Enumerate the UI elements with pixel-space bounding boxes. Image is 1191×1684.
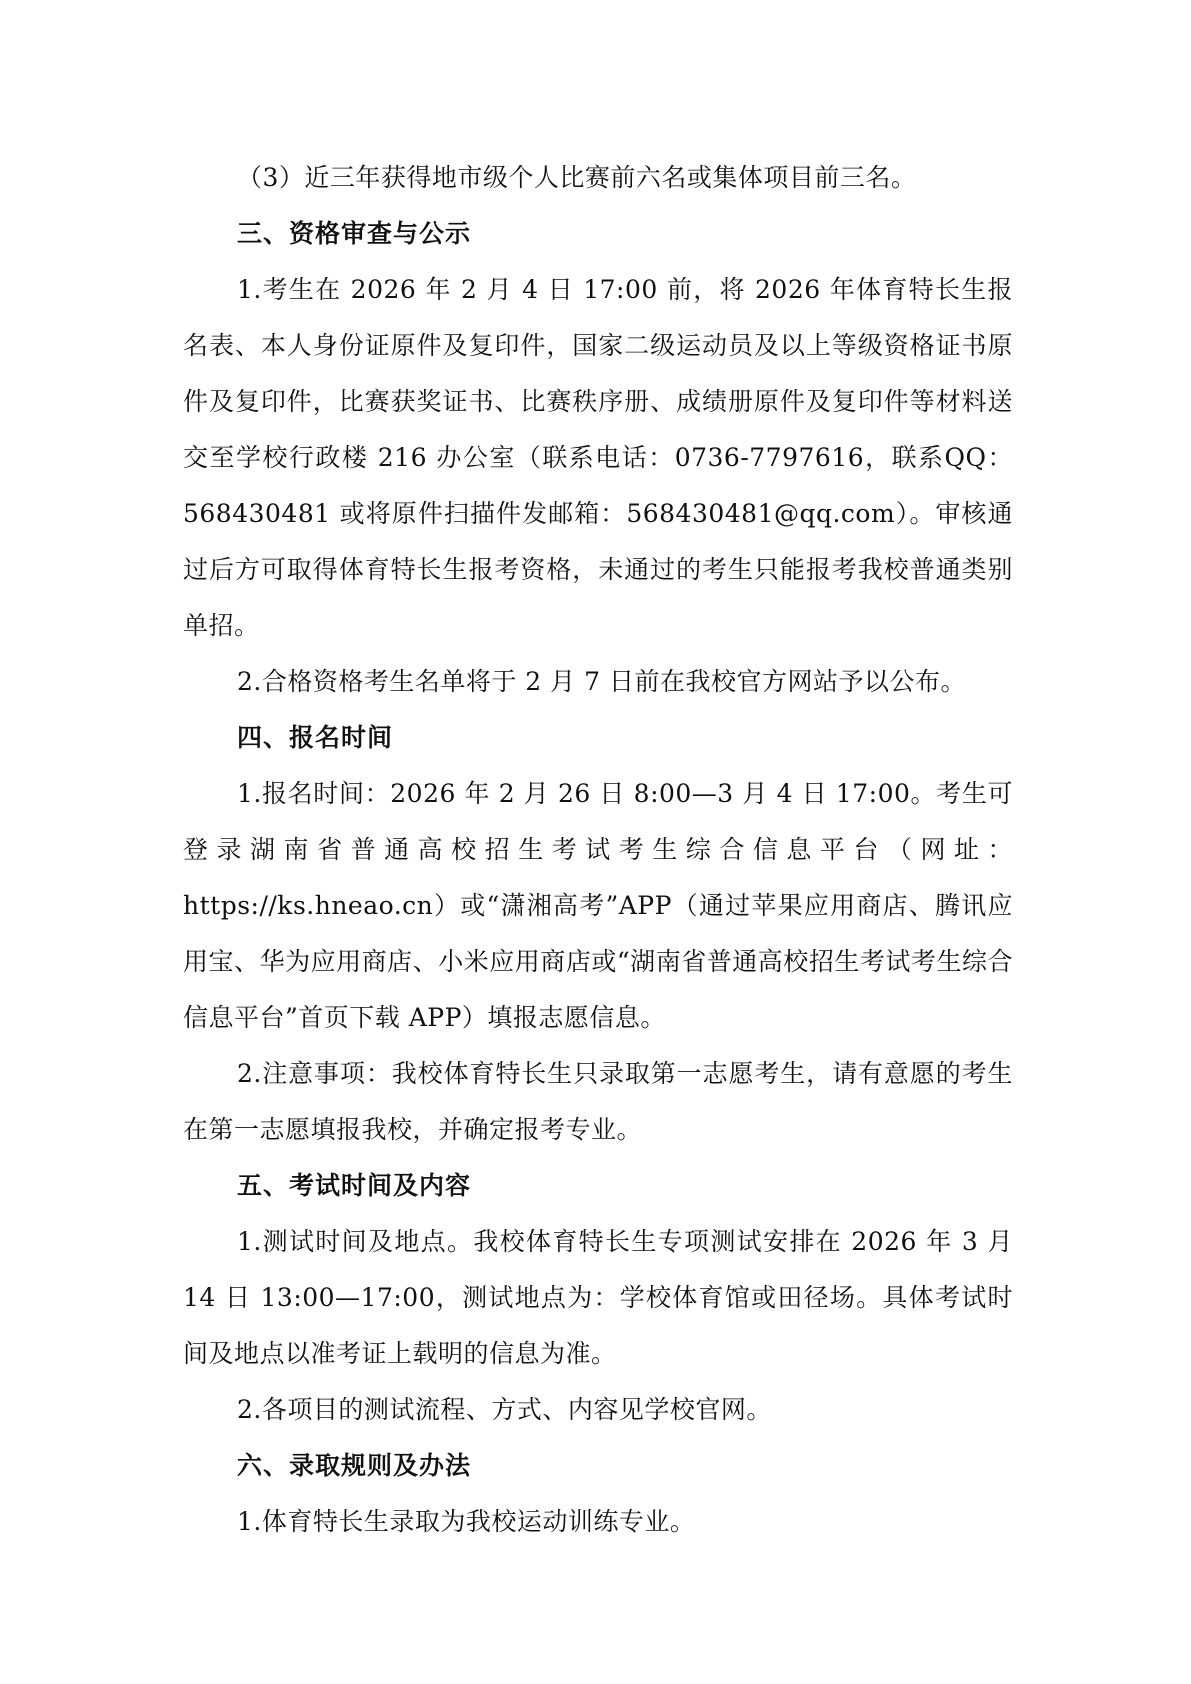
paragraph-test-time-location: 1.测试时间及地点。我校体育特长生专项测试安排在 2026 年 3 月 14 日 13:00—17:00，测试地点为：学校体育馆或田径场。具体考试时间及地点以准考证上载明的信息为准。: [183, 1227, 1013, 1368]
paragraph-admission-major: 1.体育特长生录取为我校运动训练专业。: [237, 1507, 696, 1536]
paragraph-list-publication: 2.合格资格考生名单将于 2 月 7 日前在我校官方网站予以公布。: [237, 667, 966, 696]
document-body: [183, 150, 1013, 1550]
section-heading-exam-time-content: 五、考试时间及内容: [237, 1171, 472, 1200]
paragraph-registration-period: 1.报名时间：2026 年 2 月 26 日 8:00—3 月 4 日 17:00。考生可登录湖南省普通高校招生考试考生综合信息平台（网址：https://ks.hneao.cn）或“潇湘高考”APP（通过苹果应用商店、腾讯应用宝、华为应用商店、小米应用商店或“湖南省普通高校招生考试考生综合信息平台”首页下载 APP）填报志愿信息。: [183, 779, 1013, 1032]
section-heading-admission-rules: 六、录取规则及办法: [237, 1451, 472, 1480]
paragraph-criteria-3: （3）近三年获得地市级个人比赛前六名或集体项目前三名。: [237, 163, 917, 192]
section-heading-registration-time: 四、报名时间: [237, 723, 394, 752]
paragraph-submission-materials: 1.考生在 2026 年 2 月 4 日 17:00 前，将 2026 年体育特长生报名表、本人身份证原件及复印件，国家二级运动员及以上等级资格证书原件及复印件，比赛获奖证书、比赛秩序册、成绩册原件及复印件等材料送交至学校行政楼 216 办公室（联系电话：0736-7797616，联系QQ：568430481 或将原件扫描件发邮箱：568430481@qq.com）。审核通过后方可取得体育特长生报考资格，未通过的考生只能报考我校普通类别单招。: [183, 275, 1013, 640]
paragraph-registration-notes: 2.注意事项：我校体育特长生只录取第一志愿考生，请有意愿的考生在第一志愿填报我校，并确定报考专业。: [183, 1059, 1013, 1144]
paragraph-test-procedures: 2.各项目的测试流程、方式、内容见学校官网。: [237, 1395, 772, 1424]
section-heading-qualification-review: 三、资格审查与公示: [237, 219, 472, 248]
